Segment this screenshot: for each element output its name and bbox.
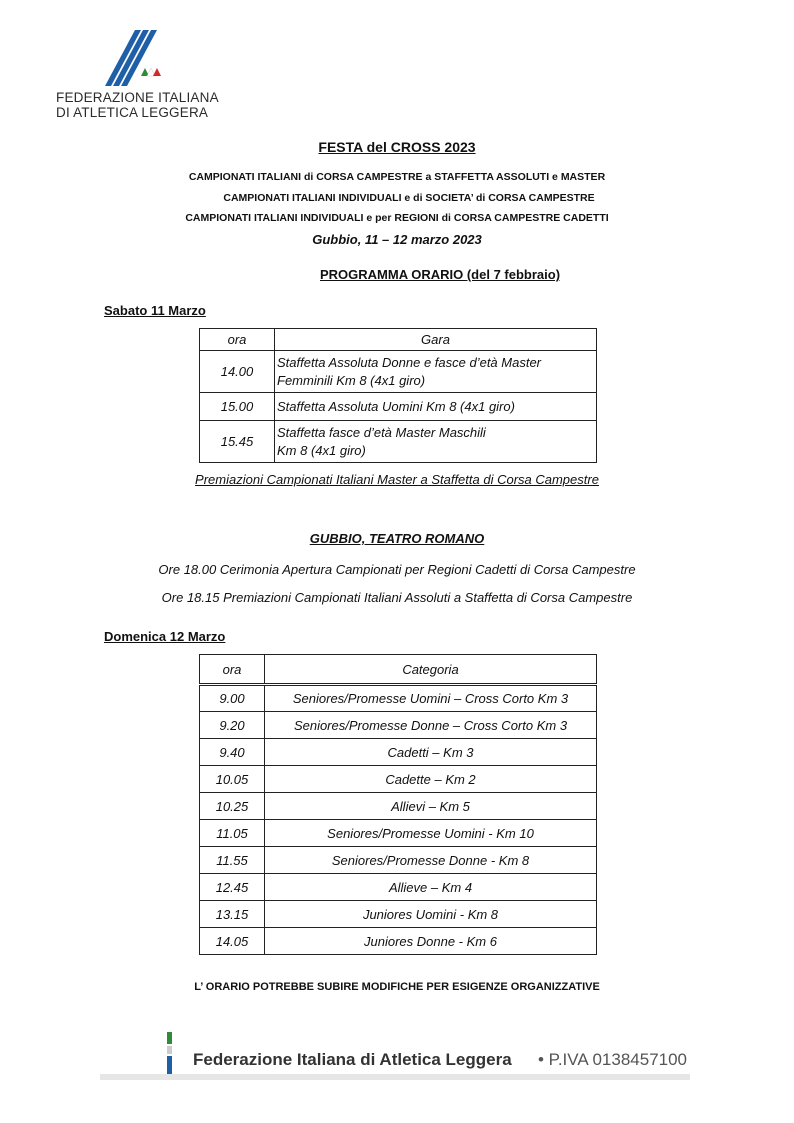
table-row <box>200 739 597 766</box>
logo-text-line1: FEDERAZIONE ITALIANA <box>56 90 219 105</box>
table-row <box>200 766 597 793</box>
row-categoria: Allieve – Km 4 <box>265 874 597 901</box>
row-ora: 10.05 <box>200 766 265 793</box>
row-ora: 11.55 <box>200 847 265 874</box>
table-header-row <box>200 655 597 685</box>
row-ora: 15.00 <box>200 393 275 421</box>
header-ora: ora <box>200 329 275 351</box>
subtitle-1: CAMPIONATI ITALIANI di CORSA CAMPESTRE a STAFFETTA ASSOLUTI e MASTER <box>188 171 606 183</box>
table-row <box>200 874 597 901</box>
row-ora: 11.05 <box>200 820 265 847</box>
row-categoria: Allievi – Km 5 <box>265 793 597 820</box>
row-gara <box>275 351 597 393</box>
logo-text-line2: DI ATLETICA LEGGERA <box>56 105 209 120</box>
header-ora: ora <box>200 655 265 685</box>
table-row <box>200 712 597 739</box>
table-row <box>200 793 597 820</box>
row-ora: 13.15 <box>200 901 265 928</box>
footer-org: Federazione Italiana di Atletica Leggera <box>193 1050 512 1069</box>
saturday-table <box>199 328 597 463</box>
logo-stripes <box>105 30 157 86</box>
header-categoria: Categoria <box>265 655 597 685</box>
subtitle-3: CAMPIONATI ITALIANI INDIVIDUALI e per REGIONI di CORSA CAMPESTRE CADETTI <box>185 212 609 224</box>
row-ora: 14.00 <box>200 351 275 393</box>
gara-line1: Staffetta Assoluta Uomini Km 8 (4x1 giro) <box>277 398 515 414</box>
row-ora: 9.20 <box>200 712 265 739</box>
premiazioni-note: Premiazioni Campionati Italiani Master a Staffetta di Corsa Campestre <box>195 472 599 487</box>
table-row <box>200 820 597 847</box>
gara-line2: Femminili Km 8 (4x1 giro) <box>277 372 426 388</box>
table-row <box>200 928 597 955</box>
footer-piva: • P.IVA 0138457100 <box>538 1050 688 1069</box>
row-ora: 12.45 <box>200 874 265 901</box>
sunday-label: Domenica 12 Marzo <box>104 629 226 644</box>
row-categoria: Seniores/Promesse Donne – Cross Corto Km 3 <box>265 712 597 739</box>
sunday-table <box>199 654 597 955</box>
table-row <box>200 393 597 421</box>
row-categoria: Seniores/Promesse Donne - Km 8 <box>265 847 597 874</box>
row-categoria: Seniores/Promesse Uomini – Cross Corto Km 3 <box>265 685 597 712</box>
table-header-row <box>200 329 597 351</box>
table-row <box>200 685 597 712</box>
row-categoria: Cadette – Km 2 <box>265 766 597 793</box>
schedule-footnote: L’ ORARIO POTREBBE SUBIRE MODIFICHE PER ESIGENZE ORGANIZZATIVE <box>194 981 600 993</box>
teatro-line1: Ore 18.00 Cerimonia Apertura Campionati per Regioni Cadetti di Corsa Campestre <box>158 562 636 577</box>
saturday-label: Sabato 11 Marzo <box>104 303 206 318</box>
table-row <box>200 901 597 928</box>
row-gara <box>275 393 597 421</box>
table-row <box>200 421 597 463</box>
teatro-title: GUBBIO, TEATRO ROMANO <box>309 531 485 546</box>
row-ora: 9.40 <box>200 739 265 766</box>
row-ora: 10.25 <box>200 793 265 820</box>
dateline: Gubbio, 11 – 12 marzo 2023 <box>312 232 482 247</box>
table-row <box>200 847 597 874</box>
row-categoria: Juniores Donne - Km 6 <box>265 928 597 955</box>
logo-flag <box>141 68 161 76</box>
row-categoria: Seniores/Promesse Uomini - Km 10 <box>265 820 597 847</box>
row-gara <box>275 421 597 463</box>
row-ora: 14.05 <box>200 928 265 955</box>
row-categoria: Cadetti – Km 3 <box>265 739 597 766</box>
row-ora: 15.45 <box>200 421 275 463</box>
footer-faded-line <box>100 1074 690 1080</box>
gara-line1: Staffetta Assoluta Donne e fasce d’età Master <box>277 354 541 370</box>
footer-flag-bar <box>165 1032 175 1076</box>
gara-line1: Staffetta fasce d’età Master Maschili <box>277 424 486 440</box>
subtitle-2: CAMPIONATI ITALIANI INDIVIDUALI e di SOCIETA’ di CORSA CAMPESTRE <box>223 192 595 204</box>
document-title: FESTA del CROSS 2023 <box>318 139 476 155</box>
logo-text <box>56 90 219 120</box>
header-gara: Gara <box>275 329 597 351</box>
table-row <box>200 351 597 393</box>
row-ora: 9.00 <box>200 685 265 712</box>
programma-heading: PROGRAMMA ORARIO (del 7 febbraio) <box>320 267 561 282</box>
gara-line2: Km 8 (4x1 giro) <box>277 442 366 458</box>
row-categoria: Juniores Uomini - Km 8 <box>265 901 597 928</box>
teatro-line2: Ore 18.15 Premiazioni Campionati Italiani Assoluti a Staffetta di Corsa Campestre <box>161 590 633 605</box>
